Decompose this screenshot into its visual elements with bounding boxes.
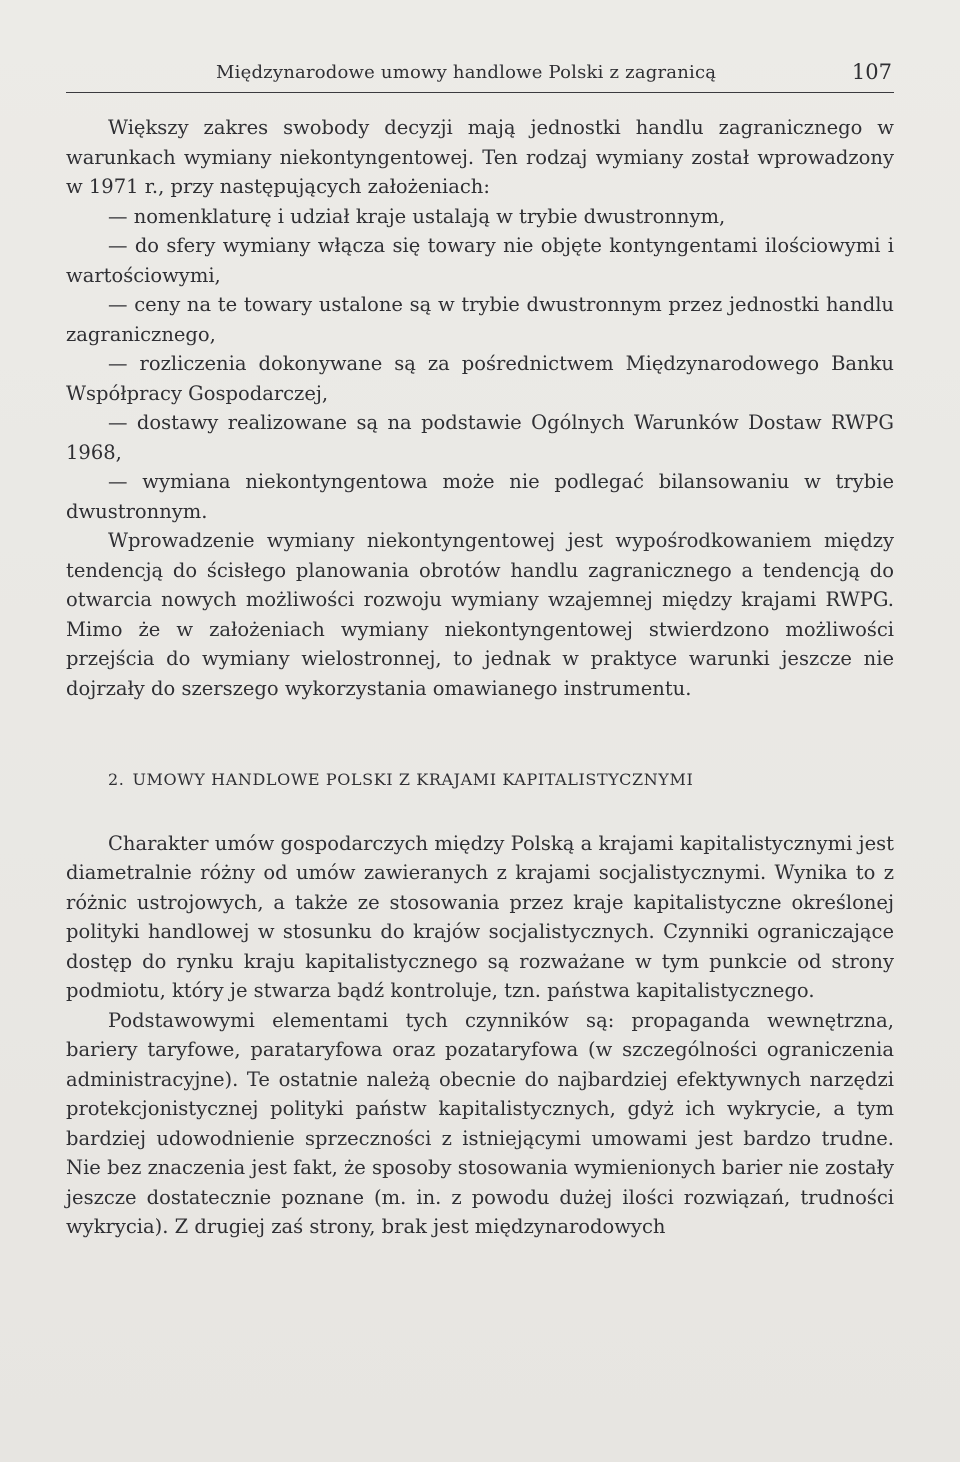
running-header: [66, 60, 894, 93]
list-item: — ceny na te towary ustalone są w trybie dwustronnym przez jednostki handlu zagranicznego,: [66, 293, 894, 346]
main-text: [66, 113, 894, 1242]
paragraph: Podstawowymi elementami tych czynników są: propaganda wewnętrzna, bariery taryfowe, parataryfowa oraz pozataryfowa (w szczególności ograniczenia administracyjne). Te ostatnie należą obecnie do najbardziej efektywnych narzędzi protekcjonistycznej polityki państw kapitalistycznych, gdyż ich wykrycie, a tym bardziej udowodnienie sprzeczności z istniejącymi umowami jest bardzo trudne. Nie bez znaczenia jest fakt, że sposoby stosowania wymienionych barier nie zostały jeszcze dostatecznie poznane (m. in. z powodu dużej ilości rozwiązań, trudności wykrycia). Z drugiej zaś strony, brak jest międzynarodowych: [66, 1008, 894, 1238]
list-item: — nomenklaturę i udział kraje ustalają w trybie dwustronnym,: [108, 204, 726, 228]
list-item: — do sfery wymiany włącza się towary nie objęte kontyngentami ilościowymi i wartościowymi,: [66, 234, 894, 287]
paragraph: Większy zakres swobody decyzji mają jednostki handlu zagranicznego w warunkach wymiany niekontyngentowej. Ten rodzaj wymiany został wprowadzony w 1971 r., przy następujących założeniach:: [66, 116, 894, 198]
paragraph: Wprowadzenie wymiany niekontyngentowej jest wypośrodkowaniem między tendencją do ścisłego planowania obrotów handlu zagranicznego a tendencją do otwarcia nowych możliwości rozwoju wymiany wzajemnej między krajami RWPG. Mimo że w założeniach wymiany niekontyngentowej stwierdzono możliwości przejścia do wymiany wielostronnej, to jednak w praktyce warunki jeszcze nie dojrzały do szerszego wykorzystania omawianego instrumentu.: [66, 529, 894, 700]
page-number: 107: [851, 60, 892, 84]
list-item: — dostawy realizowane są na podstawie Ogólnych Warunków Dostaw RWPG 1968,: [66, 411, 894, 464]
section-heading: [108, 765, 894, 795]
section-number: 2.: [108, 770, 125, 789]
running-title: Międzynarodowe umowy handlowe Polski z zagranicą: [216, 62, 717, 83]
paragraph: Charakter umów gospodarczych między Polską a krajami kapitalistycznymi jest diametralnie różny od umów zawieranych z krajami socjalistycznymi. Wynika to z różnic ustrojowych, a także ze stosowania przez kraje kapitalistyczne określonej polityki handlowej w stosunku do krajów socjalistycznych. Czynniki ograniczające dostęp do rynku kraju kapitalistycznego są rozważane w tym punkcie od strony podmiotu, który je stwarza bądź kontroluje, tzn. państwa kapitalistycznego.: [66, 831, 894, 1002]
list-item: — rozliczenia dokonywane są za pośrednictwem Międzynarodowego Banku Współpracy Gospodarczej,: [66, 352, 894, 405]
list-item: — wymiana niekontyngentowa może nie podlegać bilansowaniu w trybie dwustronnym.: [66, 470, 894, 523]
section-title: UMOWY HANDLOWE POLSKI Z KRAJAMI KAPITALISTYCZNYMI: [132, 770, 694, 789]
